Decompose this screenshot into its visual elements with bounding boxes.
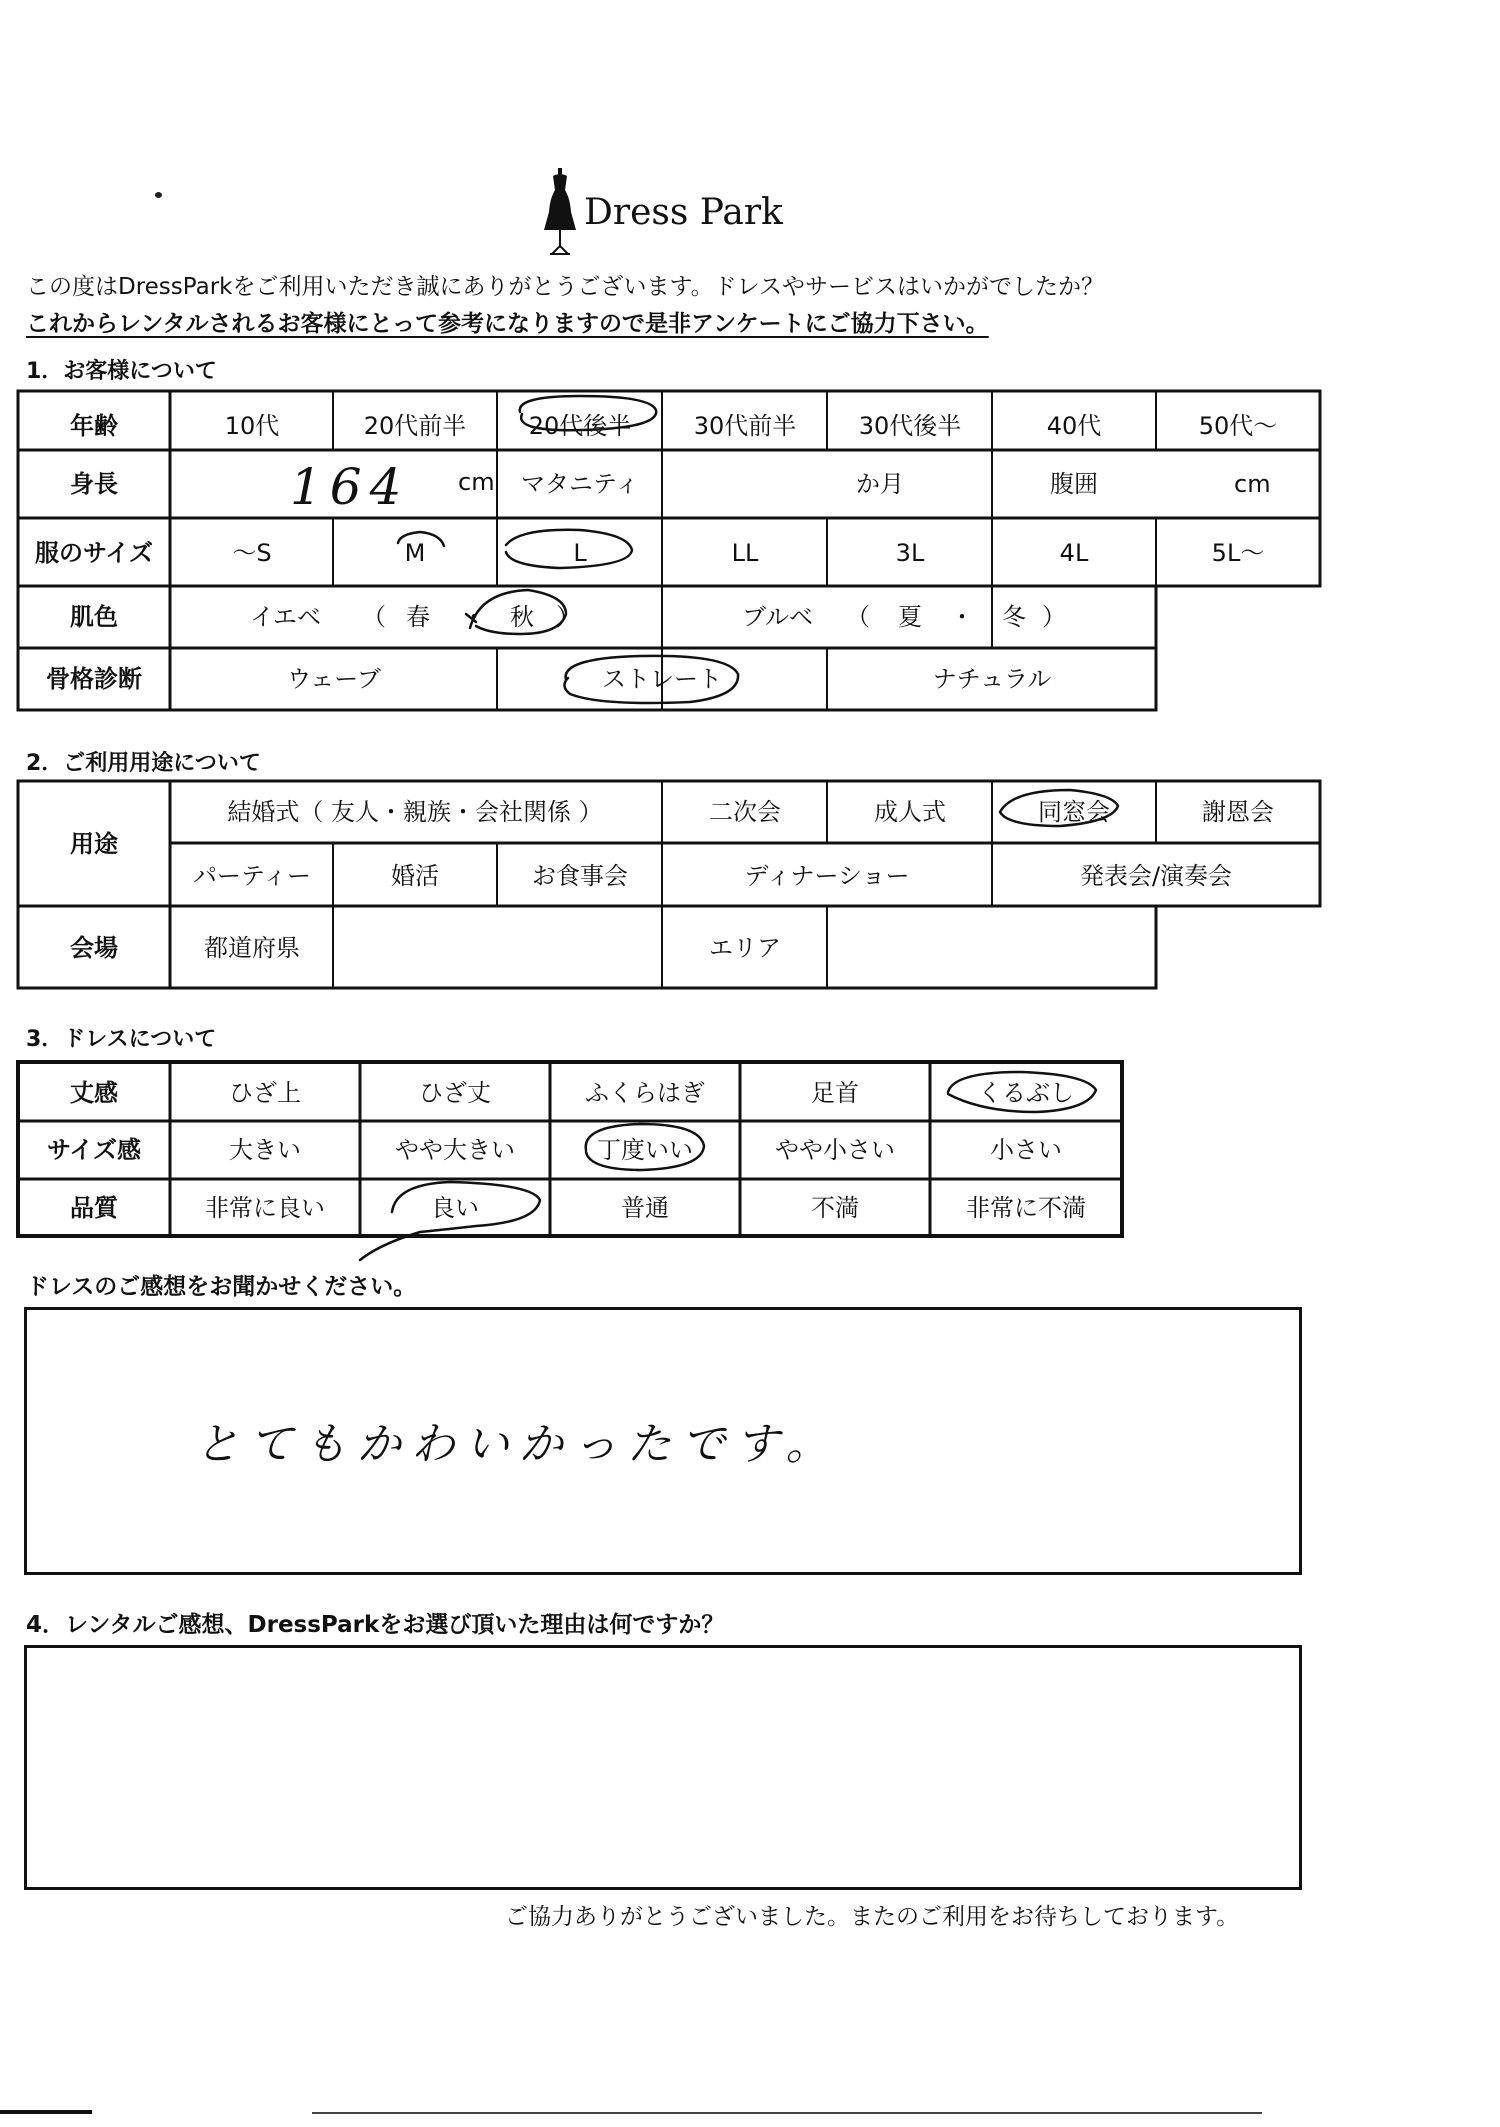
footer-thanks: ご協力ありがとうございました。またのご利用をお待ちしております。	[505, 1904, 1240, 1930]
purpose-option[interactable]: 謝恩会	[1202, 798, 1274, 826]
age-option[interactable]: 20代前半	[363, 412, 467, 440]
area-label: エリア	[709, 934, 781, 962]
age-option[interactable]: 50代～	[1198, 412, 1278, 440]
quality-option[interactable]: 不満	[811, 1194, 859, 1222]
intro-line-2: これからレンタルされるお客様にとって参考になりますので是非アンケートにご協力下さい。	[26, 311, 989, 337]
skin-option-summer[interactable]: 夏	[898, 603, 922, 631]
skin-option-spring[interactable]: 春	[406, 603, 430, 631]
paren-close: ）	[556, 603, 580, 631]
skeleton-label: 骨格診断	[46, 665, 142, 693]
height-label: 身長	[70, 470, 118, 498]
section-4-title: 4．レンタルご感想、DressParkをお選び頂いた理由は何ですか？	[26, 1612, 725, 1638]
months-label: か月	[856, 470, 904, 498]
section-1-title: 1．お客様について	[26, 359, 217, 384]
length-label: 丈感	[70, 1079, 118, 1107]
quality-label: 品質	[70, 1194, 118, 1222]
size-option-selected[interactable]: M	[404, 539, 426, 567]
skeleton-option-selected[interactable]: ストレート	[602, 665, 722, 693]
skin-option-winter[interactable]: 冬	[1002, 603, 1026, 631]
size-option[interactable]: 5L～	[1211, 539, 1265, 567]
age-option[interactable]: 40代	[1046, 412, 1102, 440]
waist-label: 腹囲	[1050, 470, 1098, 498]
dress-comment-text: とてもかわいかったです。	[195, 1419, 840, 1470]
section-3-title: 3．ドレスについて	[26, 1027, 217, 1052]
skin-option-autumn-selected[interactable]: 秋	[510, 603, 534, 631]
purpose-option[interactable]: 婚活	[391, 862, 439, 890]
height-unit: cm	[458, 468, 495, 496]
age-option[interactable]: 30代後半	[858, 412, 962, 440]
waist-unit: cm	[1234, 470, 1271, 498]
size-option[interactable]: 3L	[895, 539, 925, 567]
quality-option[interactable]: 普通	[621, 1194, 669, 1222]
venue-label: 会場	[70, 934, 118, 962]
size-option[interactable]: 4L	[1059, 539, 1089, 567]
fit-option[interactable]: 大きい	[229, 1136, 301, 1164]
fit-option-selected[interactable]: 丁度いい	[597, 1136, 693, 1164]
age-label: 年齢	[70, 412, 118, 440]
fit-option[interactable]: やや大きい	[395, 1136, 515, 1164]
length-option[interactable]: ふくらはぎ	[585, 1079, 705, 1107]
purpose-label: 用途	[70, 830, 118, 858]
age-option[interactable]: 30代前半	[693, 412, 797, 440]
quality-option[interactable]: 非常に不満	[966, 1194, 1086, 1222]
maternity-label: マタニティ	[520, 470, 640, 498]
fit-option[interactable]: 小さい	[990, 1136, 1062, 1164]
purpose-option[interactable]: 二次会	[709, 798, 781, 826]
blue-base-label: ブルベ	[742, 603, 814, 631]
purpose-option[interactable]: パーティー	[192, 862, 312, 890]
comment-prompt: ドレスのご感想をお聞かせください。	[26, 1274, 417, 1300]
dot: ・	[950, 603, 974, 631]
purpose-option[interactable]: ディナーショー	[744, 862, 910, 890]
brand-name: Dress Park	[584, 192, 783, 233]
length-option[interactable]: ひざ上	[229, 1079, 301, 1107]
quality-option-selected[interactable]: 良い	[431, 1194, 479, 1222]
reason-answer-box[interactable]	[24, 1645, 1302, 1890]
skin-label: 肌色	[70, 603, 118, 631]
purpose-option[interactable]: お食事会	[532, 862, 628, 890]
scan-edge-line	[0, 2110, 92, 2114]
purpose-option[interactable]: 発表会/演奏会	[1079, 862, 1233, 890]
prefecture-label: 都道府県	[204, 934, 300, 962]
size-label: 服のサイズ	[34, 539, 154, 567]
paren-close: ）	[1042, 603, 1066, 631]
dot: ・	[462, 603, 486, 631]
length-option[interactable]: ひざ丈	[419, 1079, 491, 1107]
fit-label: サイズ感	[46, 1136, 142, 1164]
paren-open: （	[362, 603, 386, 631]
fit-option[interactable]: やや小さい	[775, 1136, 895, 1164]
size-option-selected[interactable]: L	[573, 539, 587, 567]
quality-option[interactable]: 非常に良い	[205, 1194, 325, 1222]
yellow-base-label: イエベ	[250, 603, 322, 631]
purpose-option-selected[interactable]: 同窓会	[1038, 798, 1110, 826]
length-option-selected[interactable]: くるぶし	[978, 1079, 1074, 1107]
size-option[interactable]: LL	[731, 539, 759, 567]
section-2-title: 2．ご利用用途について	[26, 751, 261, 776]
purpose-option[interactable]: 結婚式（ 友人・親族・会社関係 ）	[227, 798, 603, 826]
scan-edge-line	[312, 2112, 1262, 2114]
age-option-selected[interactable]: 20代後半	[528, 412, 632, 440]
intro-line-1: この度はDressParkをご利用いただき誠にありがとうございます。ドレスやサービスはいかがでしたか？	[26, 274, 1104, 300]
dress-comment-box[interactable]	[24, 1307, 1302, 1575]
paren-open: （	[846, 603, 870, 631]
age-option[interactable]: 10代	[224, 412, 280, 440]
height-value-handwritten[interactable]: 164	[290, 458, 410, 516]
skeleton-option[interactable]: ナチュラル	[932, 665, 1052, 693]
length-option[interactable]: 足首	[811, 1079, 859, 1107]
skeleton-option[interactable]: ウェーブ	[287, 665, 381, 693]
size-option[interactable]: ～S	[232, 539, 272, 567]
purpose-option[interactable]: 成人式	[874, 798, 946, 826]
